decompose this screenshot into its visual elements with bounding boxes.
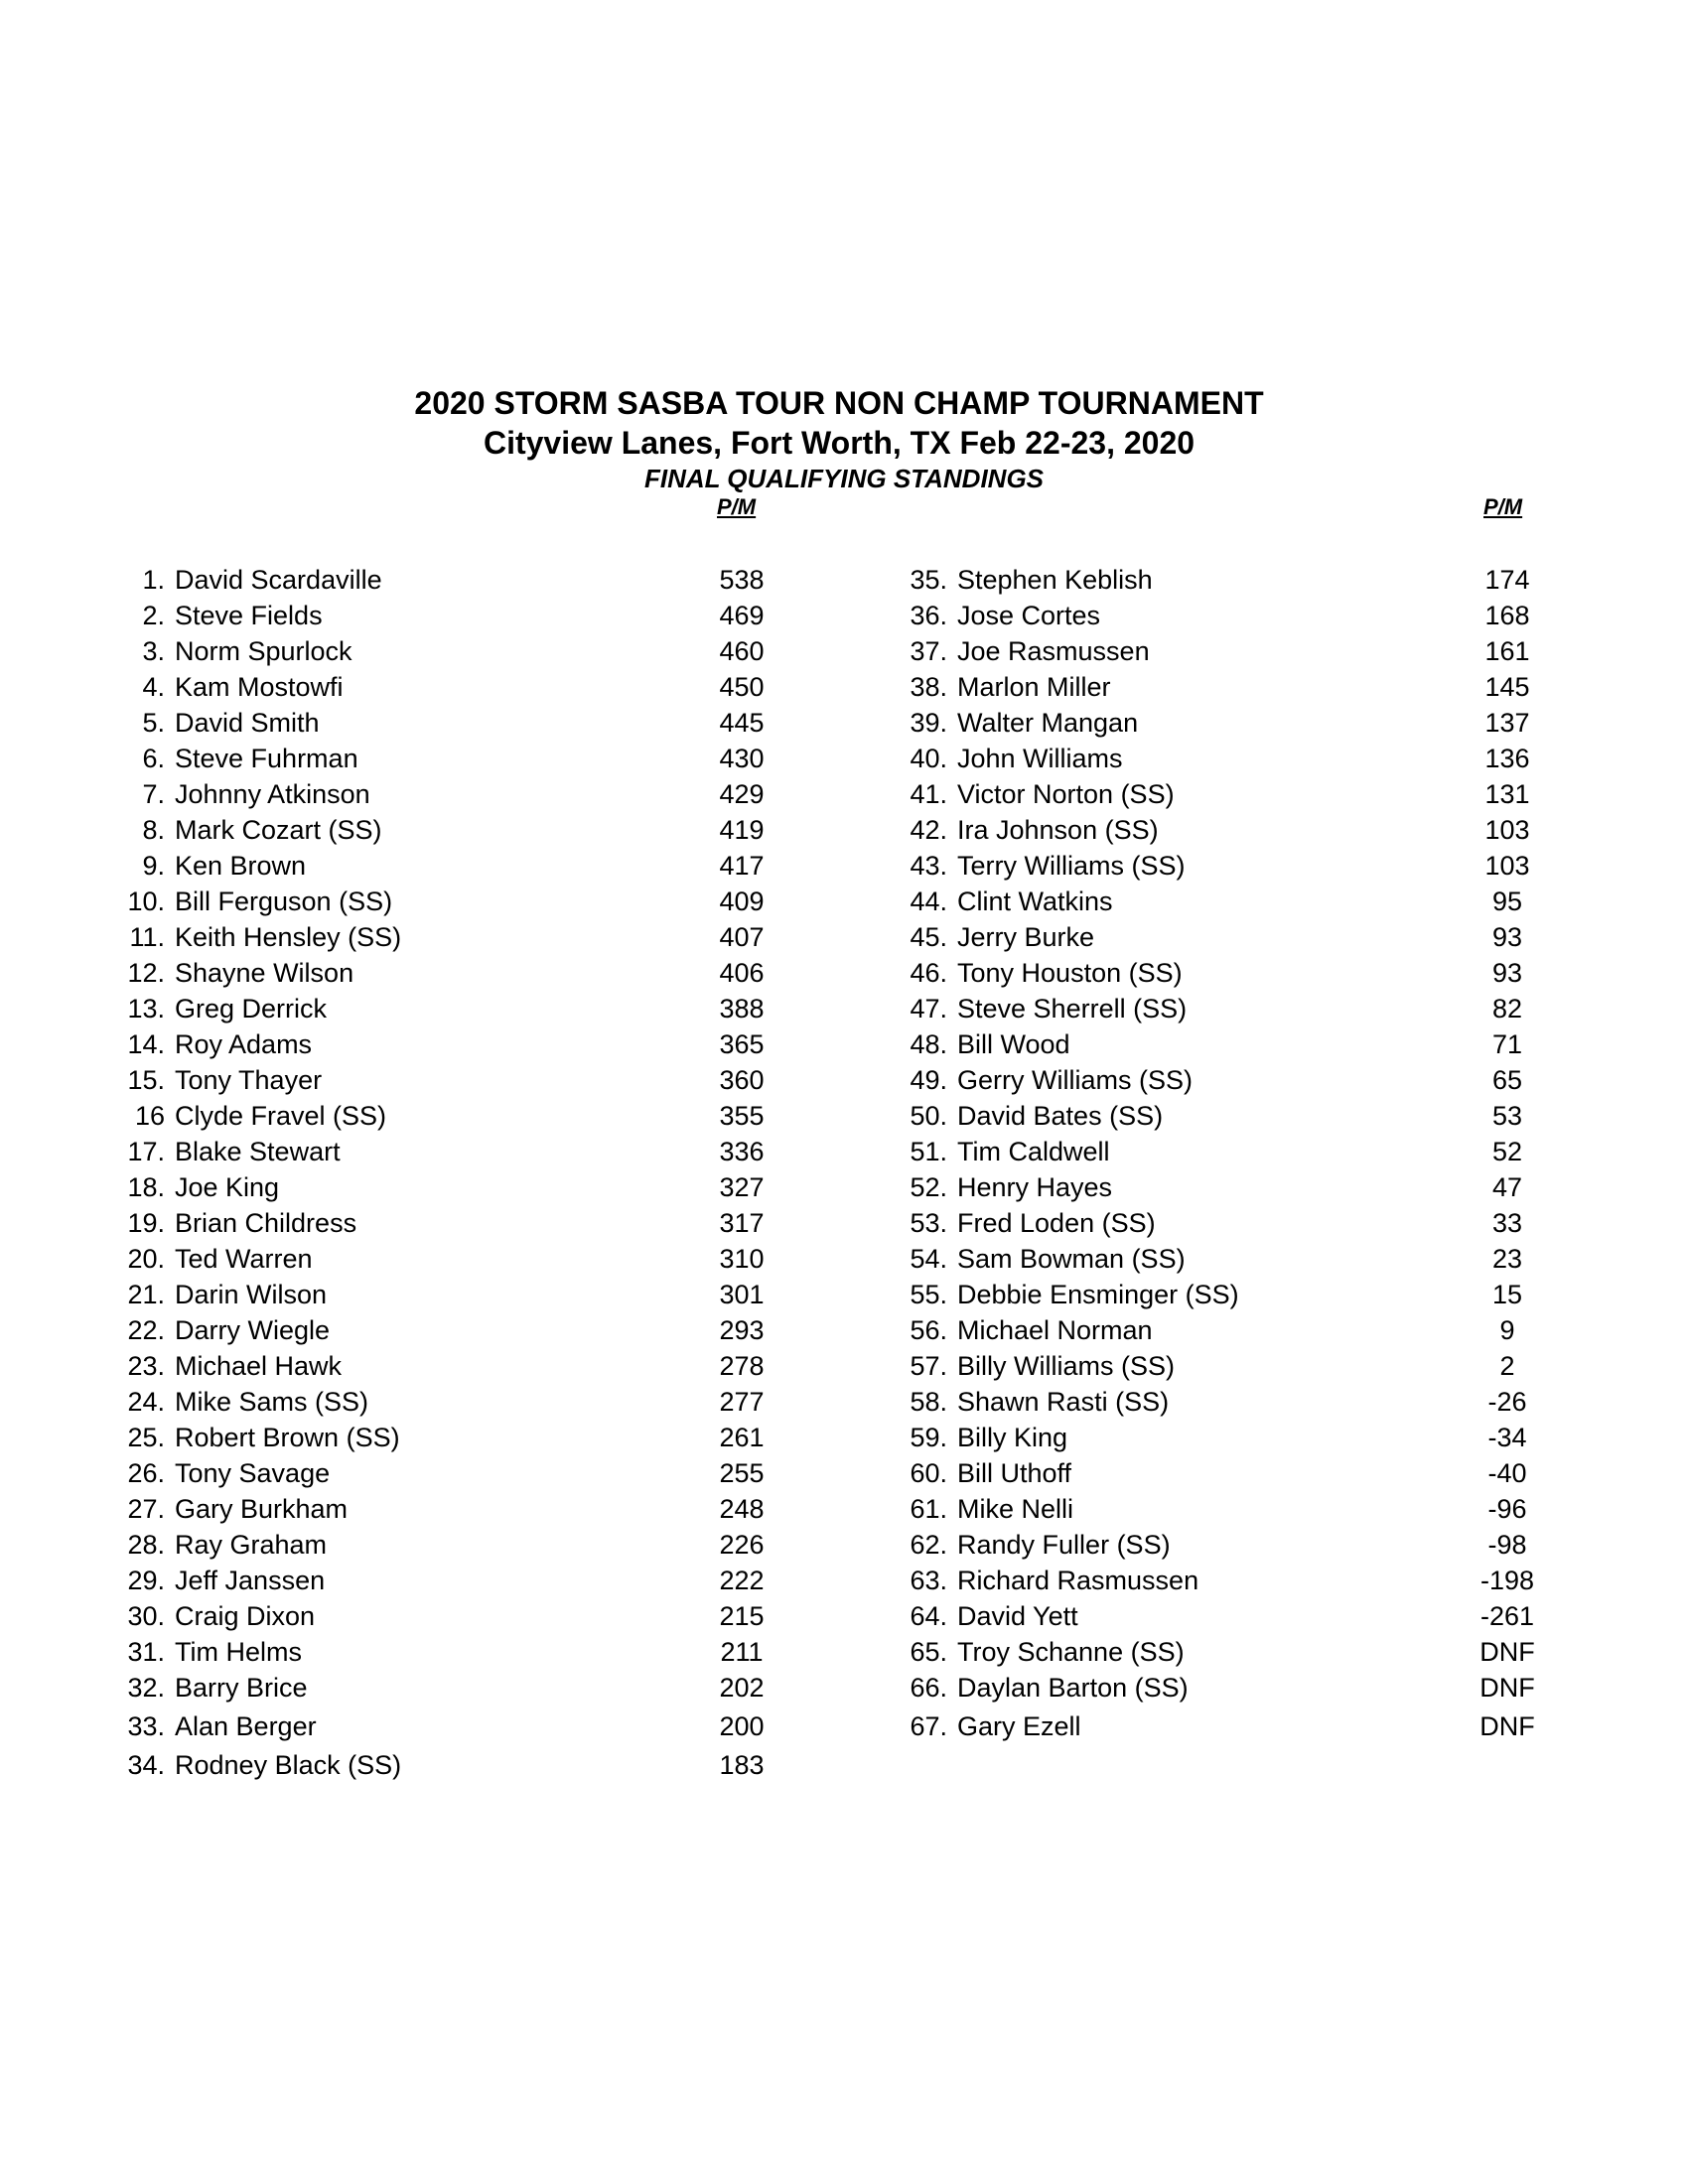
bowler-name: Mike Nelli	[957, 1494, 1074, 1524]
pm-score: DNF	[1479, 1637, 1535, 1667]
pm-score: 145	[1484, 672, 1530, 702]
bowler-name: Tony Savage	[175, 1458, 331, 1488]
standing-rank: 31.	[127, 1637, 165, 1667]
pm-score: 200	[719, 1711, 765, 1741]
bowler-name: David Smith	[175, 708, 320, 738]
bowler-name: Clint Watkins	[957, 887, 1113, 916]
standing-rank: 49.	[910, 1065, 947, 1095]
bowler-name: Barry Brice	[175, 1673, 308, 1703]
pm-score: 71	[1491, 1029, 1523, 1059]
bowler-name: Tony Thayer	[175, 1065, 323, 1095]
standing-rank: 46.	[910, 958, 947, 988]
bowler-name: Craig Dixon	[175, 1601, 316, 1631]
pm-score: -40	[1487, 1458, 1527, 1488]
standing-rank: 39.	[910, 708, 947, 738]
pm-score: 445	[719, 708, 765, 738]
pm-score: 183	[719, 1750, 765, 1780]
standing-rank: 35.	[910, 565, 947, 595]
bowler-name: Brian Childress	[175, 1208, 357, 1238]
standing-rank: 45.	[910, 922, 947, 952]
pm-score: 278	[719, 1351, 765, 1381]
standing-rank: 65.	[910, 1637, 947, 1667]
pm-score: 93	[1491, 922, 1523, 952]
bowler-name: Alan Berger	[175, 1711, 317, 1741]
bowler-name: Mark Cozart (SS)	[175, 815, 382, 845]
standing-rank: 28.	[127, 1530, 165, 1560]
pm-score: 277	[719, 1387, 765, 1417]
standing-rank: 2.	[142, 601, 165, 630]
pm-score: 301	[719, 1280, 765, 1309]
pm-score: 469	[719, 601, 765, 630]
pm-column-header-right: P/M	[1483, 494, 1523, 519]
bowler-name: Tim Caldwell	[957, 1137, 1110, 1166]
standing-rank: 66.	[910, 1673, 947, 1703]
pm-score: 430	[719, 744, 765, 773]
document-subtitle: Cityview Lanes, Fort Worth, TX Feb 22-23, 2020	[483, 425, 1196, 461]
pm-score: -261	[1479, 1601, 1535, 1631]
bowler-name: Shayne Wilson	[175, 958, 354, 988]
pm-score: 327	[719, 1172, 765, 1202]
standing-rank: 43.	[910, 851, 947, 881]
standing-rank: 53.	[910, 1208, 947, 1238]
bowler-name: Steve Fuhrman	[175, 744, 358, 773]
pm-score: 388	[719, 994, 765, 1024]
pm-score: 211	[720, 1637, 764, 1667]
pm-score: 293	[719, 1315, 765, 1345]
standing-rank: 5.	[142, 708, 165, 738]
standing-rank: 57.	[910, 1351, 947, 1381]
pm-score: -198	[1479, 1566, 1535, 1595]
bowler-name: Bill Uthoff	[957, 1458, 1072, 1488]
standing-rank: 6.	[142, 744, 165, 773]
bowler-name: Jeff Janssen	[175, 1566, 326, 1595]
standing-rank: 33.	[127, 1711, 165, 1741]
bowler-name: Rodney Black (SS)	[175, 1750, 402, 1780]
bowler-name: Ken Brown	[175, 851, 307, 881]
pm-score: 15	[1491, 1280, 1523, 1309]
pm-score: -34	[1487, 1423, 1527, 1452]
pm-score: 360	[719, 1065, 765, 1095]
pm-score: 407	[719, 922, 765, 952]
bowler-name: Darin Wilson	[175, 1280, 328, 1309]
pm-score: 174	[1484, 565, 1530, 595]
standing-rank: 11.	[129, 922, 165, 952]
pm-score: 136	[1484, 744, 1530, 773]
standing-rank: 41.	[910, 779, 947, 809]
pm-score: 417	[719, 851, 765, 881]
bowler-name: Daylan Barton (SS)	[957, 1673, 1189, 1703]
bowler-name: John Williams	[957, 744, 1123, 773]
standing-rank: 24.	[127, 1387, 165, 1417]
bowler-name: Billy King	[957, 1423, 1068, 1452]
standing-rank: 52.	[910, 1172, 947, 1202]
bowler-name: Johnny Atkinson	[175, 779, 370, 809]
pm-score: 429	[719, 779, 765, 809]
pm-score: 2	[1499, 1351, 1515, 1381]
pm-score: 65	[1491, 1065, 1523, 1095]
standing-rank: 10.	[127, 887, 165, 916]
pm-score: 202	[719, 1673, 765, 1703]
bowler-name: Victor Norton (SS)	[957, 779, 1175, 809]
bowler-name: Billy Williams (SS)	[957, 1351, 1175, 1381]
standing-rank: 54.	[910, 1244, 947, 1274]
bowler-name: Ray Graham	[175, 1530, 328, 1560]
bowler-name: Steve Fields	[175, 601, 323, 630]
pm-score: 47	[1491, 1172, 1523, 1202]
bowler-name: Henry Hayes	[957, 1172, 1113, 1202]
standing-rank: 8.	[142, 815, 165, 845]
standing-rank: 37.	[910, 636, 947, 666]
standing-rank: 36.	[910, 601, 947, 630]
standing-rank: 61.	[910, 1494, 947, 1524]
standing-rank: 40.	[910, 744, 947, 773]
standing-rank: 48.	[910, 1029, 947, 1059]
pm-column-header-left: P/M	[717, 494, 757, 519]
bowler-name: Ted Warren	[175, 1244, 313, 1274]
bowler-name: Terry Williams (SS)	[957, 851, 1186, 881]
standing-rank: 51.	[910, 1137, 947, 1166]
pm-score: 261	[719, 1423, 765, 1452]
pm-score: -26	[1487, 1387, 1527, 1417]
pm-score: 226	[719, 1530, 765, 1560]
standing-rank: 67.	[910, 1711, 947, 1741]
standing-rank: 22.	[127, 1315, 165, 1345]
bowler-name: Kam Mostowfi	[175, 672, 344, 702]
bowler-name: Jose Cortes	[957, 601, 1101, 630]
pm-score: 222	[719, 1566, 765, 1595]
pm-score: 93	[1491, 958, 1523, 988]
bowler-name: Darry Wiegle	[175, 1315, 331, 1345]
pm-score: 365	[719, 1029, 765, 1059]
pm-score: 215	[719, 1601, 765, 1631]
document-header	[0, 383, 1688, 494]
pm-score: 355	[719, 1101, 765, 1131]
standing-rank: 56.	[910, 1315, 947, 1345]
standing-rank: 30.	[127, 1601, 165, 1631]
bowler-name: Robert Brown (SS)	[175, 1423, 400, 1452]
pm-score: 52	[1491, 1137, 1523, 1166]
standing-rank: 20.	[127, 1244, 165, 1274]
pm-score: 82	[1491, 994, 1523, 1024]
standing-rank: 1.	[142, 565, 165, 595]
pm-score: 538	[719, 565, 765, 595]
pm-score: 137	[1484, 708, 1530, 738]
bowler-name: David Bates (SS)	[957, 1101, 1164, 1131]
pm-score: 310	[719, 1244, 765, 1274]
standing-rank: 34.	[127, 1750, 165, 1780]
bowler-name: Gary Burkham	[175, 1494, 349, 1524]
pm-score: -96	[1487, 1494, 1527, 1524]
bowler-name: Debbie Ensminger (SS)	[957, 1280, 1239, 1309]
bowler-name: Tony Houston (SS)	[957, 958, 1183, 988]
pm-score: 9	[1499, 1315, 1515, 1345]
pm-score: 317	[719, 1208, 765, 1238]
bowler-name: Joe King	[175, 1172, 280, 1202]
pm-score: 103	[1484, 815, 1530, 845]
standing-rank: 38.	[910, 672, 947, 702]
standing-rank: 3.	[142, 636, 165, 666]
bowler-name: Gerry Williams (SS)	[957, 1065, 1193, 1095]
bowler-name: David Scardaville	[175, 565, 382, 595]
bowler-name: Steve Sherrell (SS)	[957, 994, 1188, 1024]
standing-rank: 60.	[910, 1458, 947, 1488]
standing-rank: 4.	[142, 672, 165, 702]
standing-rank: 16	[134, 1101, 165, 1131]
bowler-name: Blake Stewart	[175, 1137, 341, 1166]
bowler-name: Randy Fuller (SS)	[957, 1530, 1171, 1560]
bowler-name: Bill Ferguson (SS)	[175, 887, 393, 916]
standing-rank: 50.	[910, 1101, 947, 1131]
standing-rank: 12.	[127, 958, 165, 988]
standing-rank: 29.	[127, 1566, 165, 1595]
bowler-name: Shawn Rasti (SS)	[957, 1387, 1170, 1417]
pm-score: 255	[719, 1458, 765, 1488]
pm-score: 103	[1484, 851, 1530, 881]
bowler-name: Fred Loden (SS)	[957, 1208, 1156, 1238]
bowler-name: Ira Johnson (SS)	[957, 815, 1159, 845]
pm-score: 53	[1491, 1101, 1523, 1131]
pm-score: DNF	[1479, 1711, 1535, 1741]
bowler-name: Michael Hawk	[175, 1351, 343, 1381]
bowler-name: Troy Schanne (SS)	[957, 1637, 1185, 1667]
standing-rank: 58.	[910, 1387, 947, 1417]
standing-rank: 62.	[910, 1530, 947, 1560]
pm-score: 131	[1484, 779, 1530, 809]
pm-score: 450	[719, 672, 765, 702]
pm-score: 95	[1491, 887, 1523, 916]
pm-score: 409	[719, 887, 765, 916]
standing-rank: 21.	[127, 1280, 165, 1309]
bowler-name: Marlon Miller	[957, 672, 1111, 702]
bowler-name: Greg Derrick	[175, 994, 328, 1024]
standing-rank: 9.	[142, 851, 165, 881]
standing-rank: 47.	[910, 994, 947, 1024]
standing-rank: 27.	[127, 1494, 165, 1524]
standing-rank: 7.	[142, 779, 165, 809]
standing-rank: 64.	[910, 1601, 947, 1631]
section-title: FINAL QUALIFYING STANDINGS	[643, 464, 1045, 493]
standing-rank: 42.	[910, 815, 947, 845]
pm-score: 419	[719, 815, 765, 845]
standing-rank: 44.	[910, 887, 947, 916]
bowler-name: Michael Norman	[957, 1315, 1153, 1345]
bowler-name: Keith Hensley (SS)	[175, 922, 402, 952]
pm-score: 168	[1484, 601, 1530, 630]
standing-rank: 18.	[127, 1172, 165, 1202]
bowler-name: Jerry Burke	[957, 922, 1095, 952]
pm-score: 336	[719, 1137, 765, 1166]
standing-rank: 55.	[910, 1280, 947, 1309]
bowler-name: Roy Adams	[175, 1029, 313, 1059]
pm-score: 406	[719, 958, 765, 988]
bowler-name: Bill Wood	[957, 1029, 1070, 1059]
standing-rank: 59.	[910, 1423, 947, 1452]
standing-rank: 15.	[127, 1065, 165, 1095]
bowler-name: David Yett	[957, 1601, 1078, 1631]
standing-rank: 26.	[127, 1458, 165, 1488]
bowler-name: Joe Rasmussen	[957, 636, 1150, 666]
bowler-name: Sam Bowman (SS)	[957, 1244, 1186, 1274]
standing-rank: 13.	[127, 994, 165, 1024]
pm-score: DNF	[1479, 1673, 1535, 1703]
pm-score: 23	[1491, 1244, 1523, 1274]
pm-score: 460	[719, 636, 765, 666]
pm-score: -98	[1487, 1530, 1527, 1560]
standing-rank: 63.	[910, 1566, 947, 1595]
bowler-name: Mike Sams (SS)	[175, 1387, 369, 1417]
standing-rank: 25.	[127, 1423, 165, 1452]
standing-rank: 32.	[127, 1673, 165, 1703]
document-title: 2020 STORM SASBA TOUR NON CHAMP TOURNAMENT	[414, 385, 1264, 421]
standing-rank: 19.	[127, 1208, 165, 1238]
pm-score: 248	[719, 1494, 765, 1524]
bowler-name: Gary Ezell	[957, 1711, 1081, 1741]
bowler-name: Walter Mangan	[957, 708, 1139, 738]
standing-rank: 23.	[127, 1351, 165, 1381]
standing-rank: 17.	[127, 1137, 165, 1166]
pm-score: 33	[1491, 1208, 1523, 1238]
bowler-name: Richard Rasmussen	[957, 1566, 1199, 1595]
bowler-name: Clyde Fravel (SS)	[175, 1101, 387, 1131]
pm-score: 161	[1484, 636, 1530, 666]
bowler-name: Tim Helms	[175, 1637, 302, 1667]
bowler-name: Norm Spurlock	[175, 636, 352, 666]
bowler-name: Stephen Keblish	[957, 565, 1153, 595]
standing-rank: 14.	[127, 1029, 165, 1059]
